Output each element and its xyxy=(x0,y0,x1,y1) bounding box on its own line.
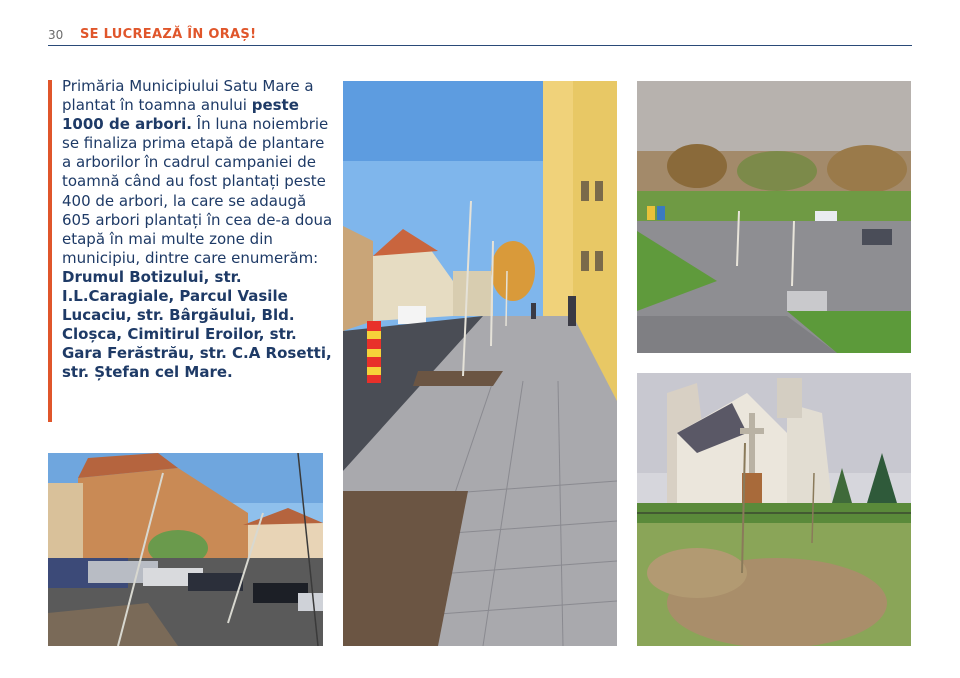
page-number: 30 xyxy=(48,28,64,42)
section-title: SE LUCREAZĂ ÎN ORAȘ! xyxy=(80,27,257,42)
header-divider xyxy=(48,45,912,46)
article-intro-highlight: peste 1000 de arbori. xyxy=(62,96,299,134)
photo-church-park-trees xyxy=(637,373,911,646)
article-text-block xyxy=(48,77,333,422)
article-body: În luna noiembrie se finaliza prima etapă de plantare a arborilor în cadrul campaniei de toamnă când au fost plantați peste 400 de arbori, la care se adaugă 605 arbori plantați în cea de-a doua etapă în mai multe zone din municipiu, dintre care enumerăm: xyxy=(62,115,333,267)
article-intro: Primăria Municipiului Satu Mare a plantat în toamna anului xyxy=(62,77,314,115)
photo-parking-lot-trees xyxy=(637,81,911,353)
photo-sidewalk-trees xyxy=(343,81,617,646)
article-paragraph xyxy=(62,77,334,383)
photo-parking-street-trees xyxy=(48,453,323,646)
accent-bar xyxy=(48,80,52,422)
article-locations: Drumul Botizului, str. I.L.Caragiale, Parcul Vasile Lucaciu, str. Bârgăului, Bld. Cloșca, Cimitirul Eroilor, str. Gara Ferăstrău, str. C.A Rosetti, str. Ștefan cel Mare. xyxy=(62,267,332,382)
